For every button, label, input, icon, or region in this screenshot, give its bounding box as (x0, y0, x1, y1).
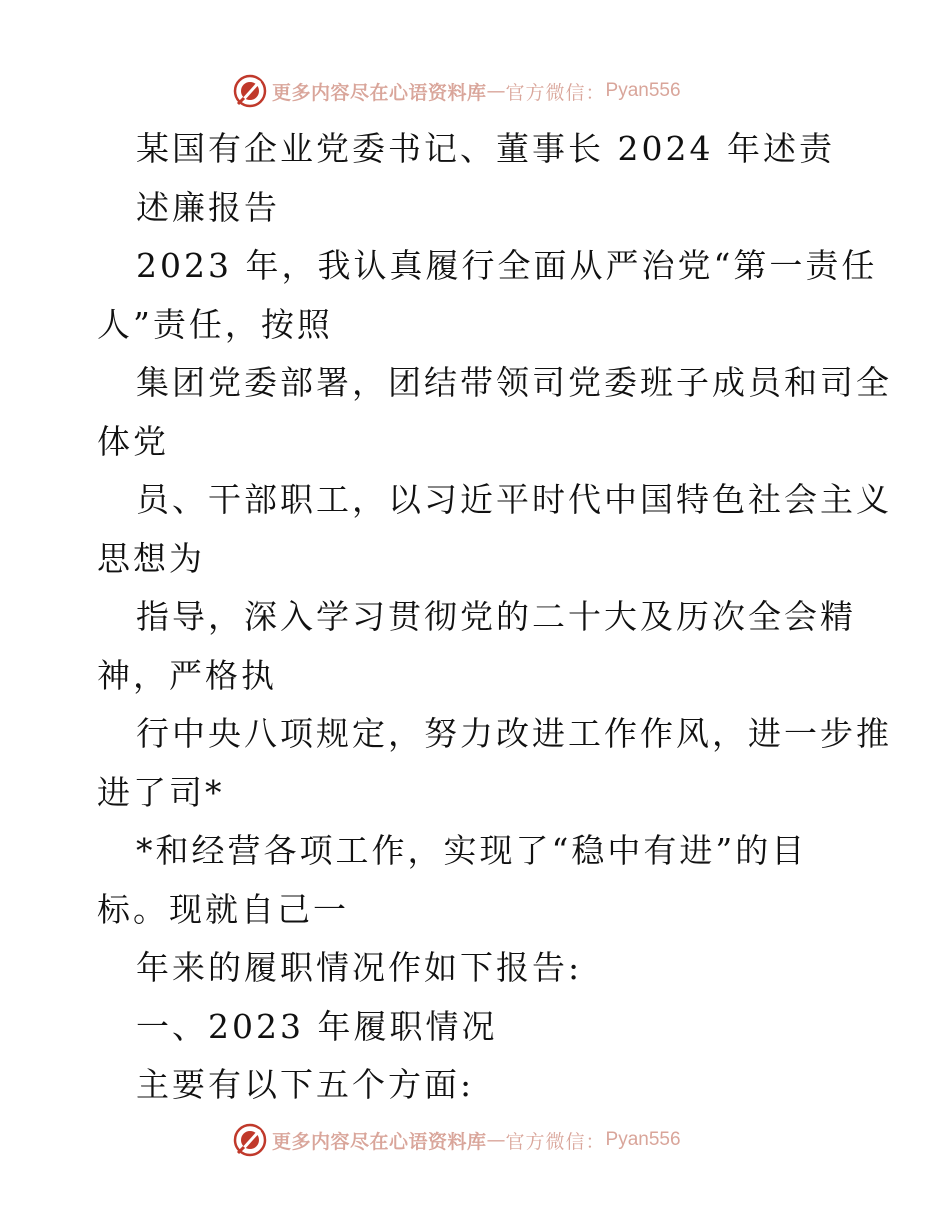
paragraph-line: 标。现就自己一 (97, 889, 349, 929)
section-heading: 一、2023 年履职情况 (136, 1006, 498, 1046)
header-brand-text: 更多内容尽在心语资料库 (272, 81, 487, 104)
footer-wechat-label: 官方微信： (505, 1130, 606, 1153)
paragraph-line: 员、干部职工，以习近平时代中国特色社会主义 (136, 480, 892, 519)
paragraph-line: 指导，深入学习贯彻党的二十大及历次全会精 (136, 597, 856, 636)
footer-brand-text: 更多内容尽在心语资料库 (272, 1130, 487, 1153)
document-body (97, 120, 892, 1115)
paragraph-line: 集团党委部署，团结带领司党委班子成员和司全 (136, 363, 892, 402)
footer-wechat-id: Pyan556 (605, 1129, 681, 1150)
paragraph-line: 思想为 (97, 538, 205, 578)
header-watermark-banner (232, 71, 732, 111)
paragraph-line: 体党 (97, 421, 169, 461)
paragraph-line: 主要有以下五个方面: (136, 1065, 475, 1104)
header-separator: — (486, 80, 506, 102)
footer-separator: — (486, 1129, 506, 1151)
paragraph-line: 进了司* (97, 772, 225, 812)
paragraph-line: 2023 年，我认真履行全面从严治党“第一责任 (136, 246, 878, 285)
header-wechat-label: 官方微信： (505, 81, 606, 104)
title-line-2: 述廉报告 (136, 187, 280, 227)
paragraph-line: 人”责任，按照 (97, 304, 333, 344)
paragraph-line: 行中央八项规定，努力改进工作作风，进一步推 (136, 714, 892, 753)
footer-watermark-banner (232, 1120, 732, 1160)
paragraph-line: *和经营各项工作，实现了“稳中有进”的目 (136, 831, 808, 870)
header-wechat-id: Pyan556 (605, 80, 681, 101)
pen-logo-icon (232, 1122, 268, 1158)
pen-logo-icon (232, 73, 268, 109)
paragraph-line: 神，严格执 (97, 655, 277, 695)
paragraph-line: 年来的履职情况作如下报告: (136, 948, 583, 987)
title-line-1: 某国有企业党委书记、董事长 2024 年述责 (136, 129, 835, 168)
